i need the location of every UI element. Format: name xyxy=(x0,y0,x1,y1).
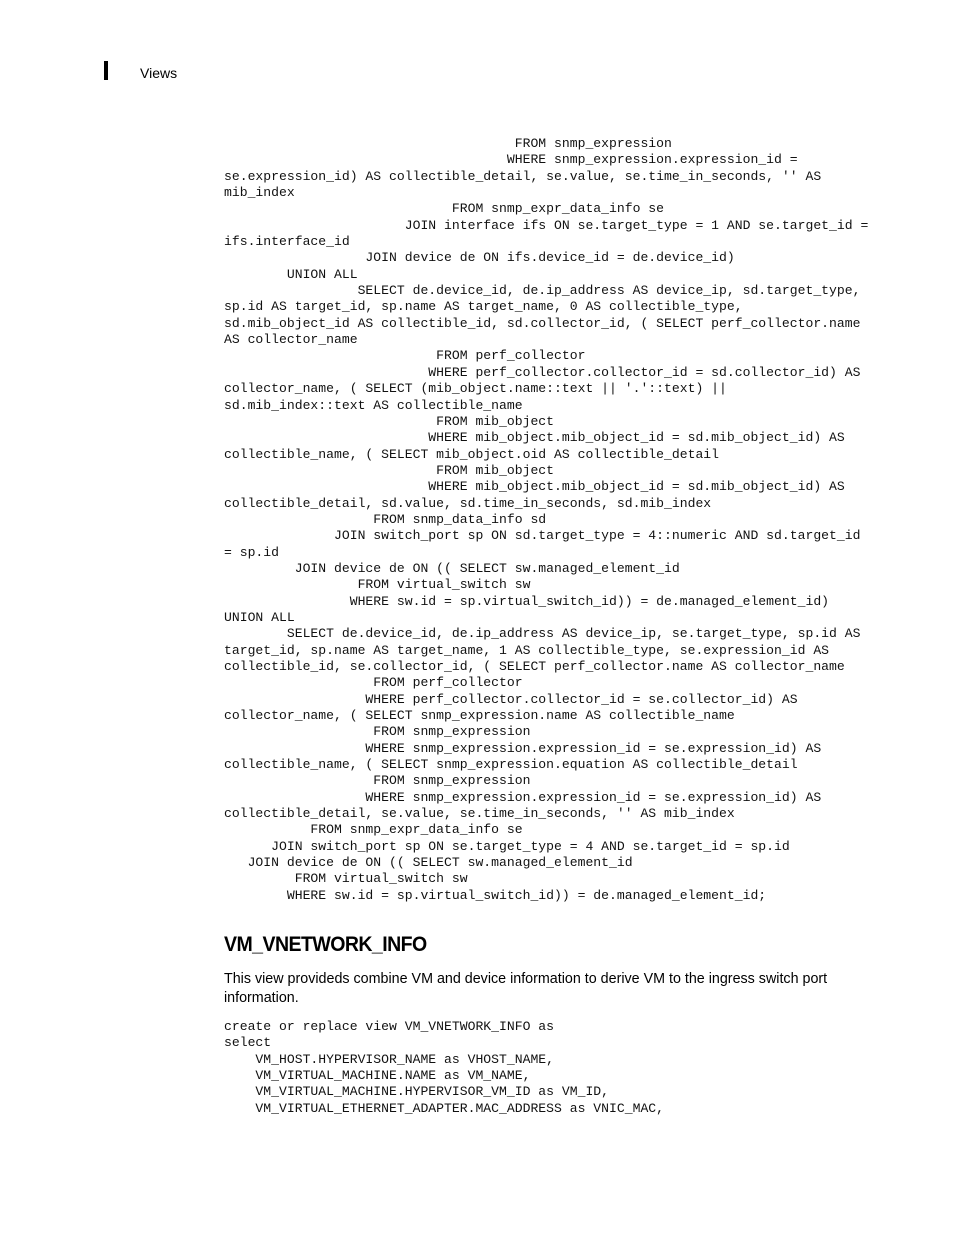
code-line: target_id, sp.name AS target_name, 1 AS collectible_type, se.expression_id AS xyxy=(224,642,830,658)
code-line: AS collector_name xyxy=(224,332,358,348)
code-line: sd.mib_object_id AS collectible_id, sd.collector_id, ( SELECT perf_collector.name xyxy=(224,315,861,331)
code-line: WHERE snmp_expression.expression_id = se.expression_id) AS xyxy=(224,740,822,756)
code-line: = sp.id xyxy=(224,544,280,560)
code-line: FROM snmp_expr_data_info se xyxy=(224,201,665,217)
code-line: collectible_detail, sd.value, sd.time_in_seconds, sd.mib_index xyxy=(224,495,712,511)
code-line: FROM snmp_expr_data_info se xyxy=(224,822,523,838)
code-line: JOIN interface ifs ON se.target_type = 1 AND se.target_id = xyxy=(224,217,869,233)
code-line: sd.mib_index::text AS collectible_name xyxy=(224,397,523,413)
code-line: FROM mib_object xyxy=(224,462,555,478)
code-line: create or replace view VM_VNETWORK_INFO as xyxy=(224,1019,555,1034)
code-line: FROM snmp_expression xyxy=(224,724,531,740)
code-line: WHERE perf_collector.collector_id = sd.collector_id) AS xyxy=(224,364,861,380)
code-line: WHERE sw.id = sp.virtual_switch_id)) = de.managed_element_id; xyxy=(224,887,767,903)
header-rule-bar xyxy=(104,61,108,80)
code-line: VM_VIRTUAL_ETHERNET_ADAPTER.MAC_ADDRESS as VNIC_MAC, xyxy=(224,1100,665,1116)
code-line: JOIN device de ON ifs.device_id = de.device_id) xyxy=(224,250,735,266)
code-line: collectible_detail, se.value, se.time_in_seconds, '' AS mib_index xyxy=(224,806,735,822)
code-line: VM_VIRTUAL_MACHINE.HYPERVISOR_VM_ID as VM_ID, xyxy=(224,1084,610,1100)
code-line: ifs.interface_id xyxy=(224,234,350,250)
code-line: WHERE sw.id = sp.virtual_switch_id)) = de.managed_element_id) xyxy=(224,593,830,609)
code-line: FROM virtual_switch sw xyxy=(224,577,531,593)
code-line: JOIN device de ON (( SELECT sw.managed_element_id xyxy=(224,560,680,576)
sql-code-block-view-definition xyxy=(224,1019,664,1117)
code-line: select xyxy=(224,1035,272,1051)
code-line: FROM perf_collector xyxy=(224,348,586,364)
code-line: collector_name, ( SELECT (mib_object.name::text || '.'::text) || xyxy=(224,381,727,397)
code-line: FROM perf_collector xyxy=(224,675,523,691)
code-line: VM_HOST.HYPERVISOR_NAME as VHOST_NAME, xyxy=(224,1051,555,1067)
code-line: collectible_name, ( SELECT mib_object.oid AS collectible_detail xyxy=(224,446,720,462)
running-header-label: Views xyxy=(140,65,178,81)
code-line: VM_VIRTUAL_MACHINE.NAME as VM_NAME, xyxy=(224,1068,531,1084)
code-line: FROM mib_object xyxy=(224,413,555,429)
code-line: FROM snmp_expression xyxy=(224,773,531,789)
code-line: SELECT de.device_id, de.ip_address AS device_ip, se.target_type, sp.id AS xyxy=(224,626,861,642)
code-line: collectible_name, ( SELECT snmp_expression.equation AS collectible_detail xyxy=(224,757,798,773)
code-line: WHERE mib_object.mib_object_id = sd.mib_object_id) AS xyxy=(224,479,845,495)
code-line: collector_name, ( SELECT snmp_expression.name AS collectible_name xyxy=(224,708,735,724)
code-line: JOIN switch_port sp ON se.target_type = 4 AND se.target_id = sp.id xyxy=(224,838,790,854)
code-line: WHERE mib_object.mib_object_id = sd.mib_object_id) AS xyxy=(224,430,845,446)
code-line: sp.id AS target_id, sp.name AS target_name, 0 AS collectible_type, xyxy=(224,299,743,315)
code-line: WHERE snmp_expression.expression_id = se.expression_id) AS xyxy=(224,789,822,805)
code-line: mib_index xyxy=(224,185,295,201)
code-line: se.expression_id) AS collectible_detail, se.value, se.time_in_seconds, '' AS xyxy=(224,168,822,184)
code-line: FROM virtual_switch sw xyxy=(224,871,468,887)
code-line: SELECT de.device_id, de.ip_address AS device_ip, sd.target_type, xyxy=(224,283,861,299)
code-line: FROM snmp_expression xyxy=(224,136,672,151)
code-line: WHERE snmp_expression.expression_id = xyxy=(224,152,798,168)
code-line: UNION ALL xyxy=(224,609,295,625)
code-line: JOIN device de ON (( SELECT sw.managed_element_id xyxy=(224,855,633,871)
code-line: FROM snmp_data_info sd xyxy=(224,511,547,527)
code-line: WHERE perf_collector.collector_id = se.collector_id) AS xyxy=(224,691,798,707)
section-description: This view provideds combine VM and device information to derive VM to the ingress switch port information. xyxy=(224,971,828,1006)
code-line: JOIN switch_port sp ON sd.target_type = 4::numeric AND sd.target_id xyxy=(224,528,861,544)
section-heading: VM_VNETWORK_INFO xyxy=(224,933,427,956)
sql-code-block-continued xyxy=(224,136,868,904)
code-line: UNION ALL xyxy=(224,266,358,282)
code-line: collectible_id, se.collector_id, ( SELECT perf_collector.name AS collector_name xyxy=(224,659,845,674)
